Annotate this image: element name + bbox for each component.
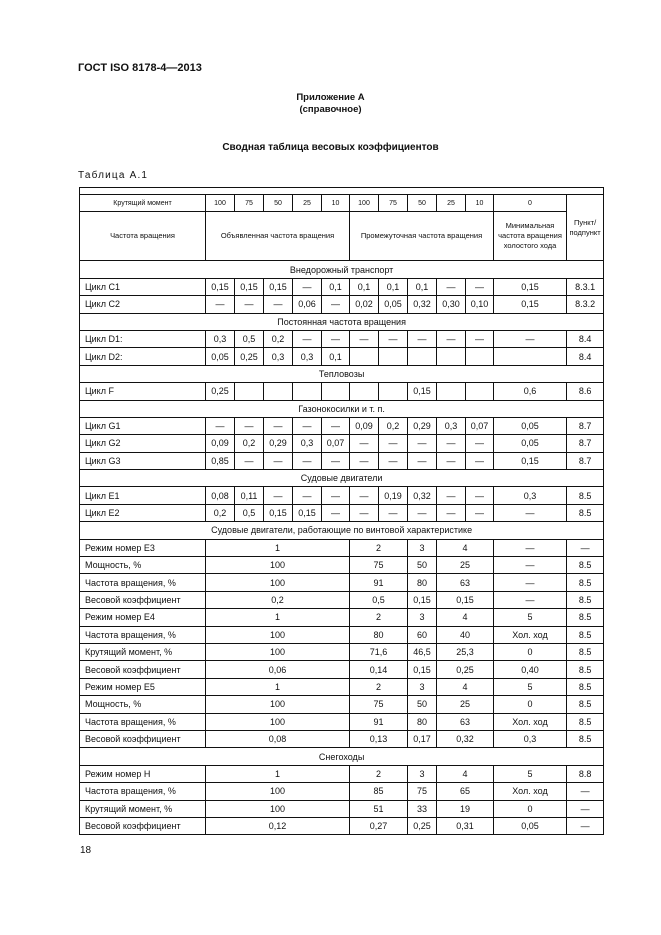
table-cell: — bbox=[350, 330, 379, 347]
mode-row bbox=[80, 696, 604, 713]
table-title: Сводная таблица весовых коэффициентов bbox=[222, 142, 439, 153]
table-cell: 0,15 bbox=[293, 504, 322, 521]
table-cell: — bbox=[494, 591, 567, 608]
row-label: Цикл Е2 bbox=[80, 504, 206, 521]
table-cell: 8.5 bbox=[567, 557, 604, 574]
table-cell: 0,08 bbox=[206, 487, 235, 504]
table-cell: 8.5 bbox=[567, 504, 604, 521]
mode-row bbox=[80, 626, 604, 643]
table-cell: — bbox=[322, 330, 350, 347]
mode-row bbox=[80, 609, 604, 626]
table-cell: — bbox=[293, 417, 322, 434]
row-label: Мощность, % bbox=[80, 696, 206, 713]
table-cell: 0,09 bbox=[350, 417, 379, 434]
table-cell: — bbox=[466, 330, 494, 347]
table-label: Таблица А.1 bbox=[78, 170, 149, 181]
table-cell: 80 bbox=[408, 574, 437, 591]
cycle-row bbox=[80, 504, 604, 521]
table-cell: 0,07 bbox=[322, 435, 350, 452]
table-cell bbox=[466, 383, 494, 400]
table-cell: 0,06 bbox=[206, 661, 350, 678]
table-cell: 0,32 bbox=[408, 296, 437, 313]
declared-speed-header: Объявленная частота вращения bbox=[206, 212, 350, 261]
table-cell: — bbox=[350, 504, 379, 521]
torque-header-row: Крутящий момент 100 75 50 25 10 100 75 50 25 10 0 Пункт/ подпункт bbox=[80, 195, 604, 212]
row-label: Мощность, % bbox=[80, 557, 206, 574]
table-cell: 0,11 bbox=[235, 487, 264, 504]
table-cell: 4 bbox=[437, 609, 494, 626]
table-cell bbox=[408, 348, 437, 365]
table-cell: Хол. ход bbox=[494, 783, 567, 800]
table-cell bbox=[322, 383, 350, 400]
table-cell: 8.7 bbox=[567, 452, 604, 469]
mode-row bbox=[80, 730, 604, 747]
row-label: Цикл D2: bbox=[80, 348, 206, 365]
row-label: Частота вращения, % bbox=[80, 574, 206, 591]
table-cell: 1 bbox=[206, 539, 350, 556]
table-cell: 0,85 bbox=[206, 452, 235, 469]
table-cell: — bbox=[408, 330, 437, 347]
speed-label: Частота вращения bbox=[80, 212, 206, 261]
table-cell: 25,3 bbox=[437, 643, 494, 660]
table-cell: 0,15 bbox=[235, 278, 264, 295]
table-cell: — bbox=[408, 435, 437, 452]
table-cell: — bbox=[293, 487, 322, 504]
table-cell: 0 bbox=[494, 643, 567, 660]
mode-row bbox=[80, 817, 604, 834]
table-cell: — bbox=[494, 330, 567, 347]
mode-row bbox=[80, 574, 604, 591]
table-cell: — bbox=[494, 504, 567, 521]
cycle-row bbox=[80, 278, 604, 295]
table-cell: 0,07 bbox=[466, 417, 494, 434]
cycle-row bbox=[80, 383, 604, 400]
row-label: Цикл F bbox=[80, 383, 206, 400]
table-cell: 100 bbox=[206, 783, 350, 800]
table-cell: 0,3 bbox=[494, 487, 567, 504]
table-cell: 25 bbox=[437, 557, 494, 574]
table-cell: 0,15 bbox=[494, 296, 567, 313]
table-cell: 100 bbox=[206, 643, 350, 660]
row-label: Частота вращения, % bbox=[80, 626, 206, 643]
table-cell bbox=[235, 383, 264, 400]
cycle-row bbox=[80, 296, 604, 313]
table-cell: 40 bbox=[437, 626, 494, 643]
table-cell: — bbox=[437, 487, 466, 504]
table-cell: 0,19 bbox=[379, 487, 408, 504]
table-cell: 0,25 bbox=[437, 661, 494, 678]
table-cell: 0,6 bbox=[494, 383, 567, 400]
row-label: Крутящий момент, % bbox=[80, 800, 206, 817]
table-cell: 8.7 bbox=[567, 435, 604, 452]
table-cell: 8.5 bbox=[567, 713, 604, 730]
table-cell: 25 bbox=[437, 696, 494, 713]
table-cell: 8.5 bbox=[567, 696, 604, 713]
table-cell: 0,40 bbox=[494, 661, 567, 678]
table-cell: 0,13 bbox=[350, 730, 408, 747]
table-cell: — bbox=[350, 435, 379, 452]
table-cell bbox=[350, 348, 379, 365]
table-cell: 8.5 bbox=[567, 661, 604, 678]
table-cell: 8.5 bbox=[567, 574, 604, 591]
table-cell: — bbox=[466, 278, 494, 295]
table-cell: 8.3.1 bbox=[567, 278, 604, 295]
table-cell: 0,29 bbox=[264, 435, 293, 452]
table-cell: 4 bbox=[437, 539, 494, 556]
table-cell: 50 bbox=[408, 696, 437, 713]
table-cell: — bbox=[264, 296, 293, 313]
table-cell: — bbox=[466, 487, 494, 504]
table-cell: 0,17 bbox=[408, 730, 437, 747]
table-cell: — bbox=[494, 574, 567, 591]
table-cell: 8.4 bbox=[567, 348, 604, 365]
row-label: Весовой коэффициент bbox=[80, 591, 206, 608]
table-cell: — bbox=[408, 452, 437, 469]
mode-row bbox=[80, 591, 604, 608]
row-label: Цикл G3 bbox=[80, 452, 206, 469]
mode-row bbox=[80, 800, 604, 817]
table-cell: 8.5 bbox=[567, 609, 604, 626]
table-cell: 3 bbox=[408, 765, 437, 782]
table-cell: 0,30 bbox=[437, 296, 466, 313]
table-cell: — bbox=[322, 452, 350, 469]
table-cell: 0,05 bbox=[206, 348, 235, 365]
page-number: 18 bbox=[80, 845, 92, 856]
table-cell: — bbox=[379, 452, 408, 469]
table-cell: 0,25 bbox=[206, 383, 235, 400]
table-cell: 0,09 bbox=[206, 435, 235, 452]
table-cell bbox=[437, 348, 466, 365]
appendix-title: Приложение А bbox=[296, 92, 365, 103]
section-mowers: Газонокосилки и т. п. bbox=[80, 400, 604, 417]
table-cell: 75 bbox=[408, 783, 437, 800]
table-cell: 51 bbox=[350, 800, 408, 817]
torque-label: Крутящий момент bbox=[80, 195, 206, 212]
table-cell: 0,2 bbox=[206, 504, 235, 521]
table-cell: 0,1 bbox=[322, 278, 350, 295]
table-cell: 0,1 bbox=[379, 278, 408, 295]
table-cell: 0,05 bbox=[379, 296, 408, 313]
table-cell: 0,08 bbox=[206, 730, 350, 747]
table-cell: 0,1 bbox=[322, 348, 350, 365]
table-cell: 0,2 bbox=[235, 435, 264, 452]
table-cell: 100 bbox=[206, 713, 350, 730]
table-cell: — bbox=[235, 417, 264, 434]
table-cell: 0,05 bbox=[494, 435, 567, 452]
table-cell: — bbox=[322, 487, 350, 504]
table-cell: — bbox=[567, 800, 604, 817]
row-label: Цикл D1: bbox=[80, 330, 206, 347]
table-cell: 0,32 bbox=[437, 730, 494, 747]
table-cell: — bbox=[350, 452, 379, 469]
table-cell: 0,3 bbox=[293, 348, 322, 365]
table-cell: 19 bbox=[437, 800, 494, 817]
table-cell: 0,25 bbox=[408, 817, 437, 834]
table-cell: 0,2 bbox=[264, 330, 293, 347]
table-cell: 65 bbox=[437, 783, 494, 800]
table-cell: 60 bbox=[408, 626, 437, 643]
table-cell: 0 bbox=[494, 696, 567, 713]
table-cell: 8.5 bbox=[567, 730, 604, 747]
row-label: Весовой коэффициент bbox=[80, 661, 206, 678]
table-cell: 2 bbox=[350, 609, 408, 626]
table-cell: 8.8 bbox=[567, 765, 604, 782]
table-cell: 0,15 bbox=[408, 661, 437, 678]
table-cell: 8.6 bbox=[567, 383, 604, 400]
table-cell: 2 bbox=[350, 678, 408, 695]
table-cell: — bbox=[494, 539, 567, 556]
cycle-row bbox=[80, 435, 604, 452]
table-cell: 2 bbox=[350, 539, 408, 556]
min-idle-speed-header: Минимальная частота вращения холостого хода bbox=[494, 212, 567, 261]
table-cell: 100 bbox=[206, 574, 350, 591]
table-cell: — bbox=[264, 417, 293, 434]
table-cell: 0,25 bbox=[235, 348, 264, 365]
table-cell: — bbox=[293, 452, 322, 469]
table-cell: Хол. ход bbox=[494, 713, 567, 730]
table-cell: 2 bbox=[350, 765, 408, 782]
table-cell: 0,15 bbox=[494, 452, 567, 469]
table-cell bbox=[293, 383, 322, 400]
table-cell: Хол. ход bbox=[494, 626, 567, 643]
table-cell: 5 bbox=[494, 678, 567, 695]
table-cell: 0,2 bbox=[206, 591, 350, 608]
table-cell: 8.3.2 bbox=[567, 296, 604, 313]
row-label: Частота вращения, % bbox=[80, 713, 206, 730]
table-cell: — bbox=[206, 417, 235, 434]
row-label: Режим номер Е4 bbox=[80, 609, 206, 626]
table-cell: 0,3 bbox=[293, 435, 322, 452]
row-label: Цикл G1 bbox=[80, 417, 206, 434]
table-cell: — bbox=[379, 435, 408, 452]
table-cell: — bbox=[235, 452, 264, 469]
appendix-note: (справочное) bbox=[299, 104, 362, 115]
table-cell: — bbox=[322, 417, 350, 434]
section-offroad: Внедорожный транспорт bbox=[80, 261, 604, 278]
table-cell: 0,1 bbox=[350, 278, 379, 295]
table-cell: 0,12 bbox=[206, 817, 350, 834]
table-cell: 8.4 bbox=[567, 330, 604, 347]
table-cell: 85 bbox=[350, 783, 408, 800]
table-cell: 0,06 bbox=[293, 296, 322, 313]
table-cell: — bbox=[437, 330, 466, 347]
table-cell: 0,32 bbox=[408, 487, 437, 504]
mode-row bbox=[80, 765, 604, 782]
table-cell: 3 bbox=[408, 539, 437, 556]
table-cell: 0,3 bbox=[494, 730, 567, 747]
mode-row bbox=[80, 661, 604, 678]
table-cell bbox=[379, 348, 408, 365]
table-cell: — bbox=[437, 278, 466, 295]
table-cell: 0,15 bbox=[264, 504, 293, 521]
mode-row bbox=[80, 713, 604, 730]
table-cell: 100 bbox=[206, 626, 350, 643]
table-cell: 8.5 bbox=[567, 678, 604, 695]
table-cell: 100 bbox=[206, 696, 350, 713]
table-cell: 0,3 bbox=[206, 330, 235, 347]
table-cell: 80 bbox=[408, 713, 437, 730]
mode-row bbox=[80, 539, 604, 556]
table-cell: 0,02 bbox=[350, 296, 379, 313]
table-cell: 8.5 bbox=[567, 626, 604, 643]
table-cell: — bbox=[466, 504, 494, 521]
table-cell: — bbox=[350, 487, 379, 504]
table-cell: 0 bbox=[494, 800, 567, 817]
table-cell: 0,2 bbox=[379, 417, 408, 434]
table-cell: 0,14 bbox=[350, 661, 408, 678]
document-header: ГОСТ ISO 8178-4—2013 bbox=[78, 62, 202, 74]
table-cell: 0,29 bbox=[408, 417, 437, 434]
table-cell: — bbox=[567, 539, 604, 556]
table-cell: 4 bbox=[437, 765, 494, 782]
row-label: Крутящий момент, % bbox=[80, 643, 206, 660]
row-label: Режим номер Е3 bbox=[80, 539, 206, 556]
table-cell: 8.5 bbox=[567, 487, 604, 504]
table-cell: 0,05 bbox=[494, 817, 567, 834]
table-cell: 63 bbox=[437, 574, 494, 591]
row-label: Цикл С1 bbox=[80, 278, 206, 295]
table-cell: 8.5 bbox=[567, 591, 604, 608]
table-cell: — bbox=[322, 504, 350, 521]
table-cell: 0,15 bbox=[408, 591, 437, 608]
cycle-row bbox=[80, 452, 604, 469]
table-cell: 33 bbox=[408, 800, 437, 817]
table-cell: 8.7 bbox=[567, 417, 604, 434]
table-cell: — bbox=[494, 557, 567, 574]
table-cell: 3 bbox=[408, 678, 437, 695]
table-cell: 80 bbox=[350, 626, 408, 643]
table-cell: 75 bbox=[350, 696, 408, 713]
table-cell: — bbox=[567, 783, 604, 800]
table-cell: 0,31 bbox=[437, 817, 494, 834]
row-label: Режим номер Н bbox=[80, 765, 206, 782]
table-cell: — bbox=[567, 817, 604, 834]
table-cell: — bbox=[264, 452, 293, 469]
row-label: Режим номер Е5 bbox=[80, 678, 206, 695]
section-constant-speed: Постоянная частота вращения bbox=[80, 313, 604, 330]
table-cell: 1 bbox=[206, 678, 350, 695]
table-cell: — bbox=[437, 452, 466, 469]
row-label: Весовой коэффициент bbox=[80, 730, 206, 747]
table-cell: — bbox=[466, 452, 494, 469]
table-cell bbox=[494, 348, 567, 365]
mode-row bbox=[80, 783, 604, 800]
table-cell: 0,5 bbox=[235, 330, 264, 347]
mode-row bbox=[80, 643, 604, 660]
appendix-heading bbox=[0, 92, 661, 116]
table-cell: — bbox=[408, 504, 437, 521]
cycle-row bbox=[80, 417, 604, 434]
table-cell: — bbox=[293, 278, 322, 295]
table-cell: 0,27 bbox=[350, 817, 408, 834]
speed-header-row bbox=[80, 212, 604, 261]
table-cell: 0,3 bbox=[437, 417, 466, 434]
row-label: Цикл Е1 bbox=[80, 487, 206, 504]
table-cell: 5 bbox=[494, 609, 567, 626]
table-cell: 5 bbox=[494, 765, 567, 782]
table-cell: 0,1 bbox=[408, 278, 437, 295]
section-marine: Судовые двигатели bbox=[80, 470, 604, 487]
table-cell: — bbox=[437, 435, 466, 452]
table-cell: 0,15 bbox=[264, 278, 293, 295]
table-cell: 0,5 bbox=[350, 591, 408, 608]
table-cell: 71,6 bbox=[350, 643, 408, 660]
mode-row bbox=[80, 678, 604, 695]
table-cell: 0,3 bbox=[264, 348, 293, 365]
cycle-row bbox=[80, 330, 604, 347]
mode-row bbox=[80, 557, 604, 574]
table-cell: 100 bbox=[206, 557, 350, 574]
table-cell: — bbox=[206, 296, 235, 313]
row-label: Цикл G2 bbox=[80, 435, 206, 452]
table-cell bbox=[264, 383, 293, 400]
section-locomotives: Тепловозы bbox=[80, 365, 604, 382]
table-cell bbox=[466, 348, 494, 365]
table-cell: — bbox=[322, 296, 350, 313]
table-cell: — bbox=[379, 330, 408, 347]
table-cell: 100 bbox=[206, 800, 350, 817]
weighting-factors-table bbox=[79, 187, 604, 835]
table-cell: 91 bbox=[350, 713, 408, 730]
cycle-row bbox=[80, 348, 604, 365]
table-cell: 0,15 bbox=[494, 278, 567, 295]
table-cell: — bbox=[235, 296, 264, 313]
intermediate-speed-header: Промежуточная частота вращения bbox=[350, 212, 494, 261]
section-marine-propeller: Судовые двигатели, работающие по винтовой характеристике bbox=[80, 522, 604, 539]
table-cell: 4 bbox=[437, 678, 494, 695]
table-cell: 1 bbox=[206, 765, 350, 782]
table-cell: 75 bbox=[350, 557, 408, 574]
table-cell: 0,15 bbox=[408, 383, 437, 400]
cycle-row bbox=[80, 487, 604, 504]
table-cell: 0,15 bbox=[437, 591, 494, 608]
table-cell: 91 bbox=[350, 574, 408, 591]
table-cell: — bbox=[264, 487, 293, 504]
table-cell: 0,05 bbox=[494, 417, 567, 434]
table-cell: 63 bbox=[437, 713, 494, 730]
table-cell: — bbox=[293, 330, 322, 347]
table-cell bbox=[437, 383, 466, 400]
section-snowmobiles: Снегоходы bbox=[80, 748, 604, 765]
table-cell: 50 bbox=[408, 557, 437, 574]
table-cell: 46,5 bbox=[408, 643, 437, 660]
table-cell bbox=[350, 383, 379, 400]
table-cell: 3 bbox=[408, 609, 437, 626]
table-cell: 0,5 bbox=[235, 504, 264, 521]
table-cell: 1 bbox=[206, 609, 350, 626]
clause-header: Пункт/ подпункт bbox=[567, 195, 604, 261]
table-cell bbox=[379, 383, 408, 400]
row-label: Весовой коэффициент bbox=[80, 817, 206, 834]
table-cell: 0,10 bbox=[466, 296, 494, 313]
table-cell: 8.5 bbox=[567, 643, 604, 660]
table-cell: — bbox=[437, 504, 466, 521]
row-label: Цикл С2 bbox=[80, 296, 206, 313]
table-cell: — bbox=[379, 504, 408, 521]
table-cell: — bbox=[466, 435, 494, 452]
table-cell: 0,15 bbox=[206, 278, 235, 295]
row-label: Частота вращения, % bbox=[80, 783, 206, 800]
